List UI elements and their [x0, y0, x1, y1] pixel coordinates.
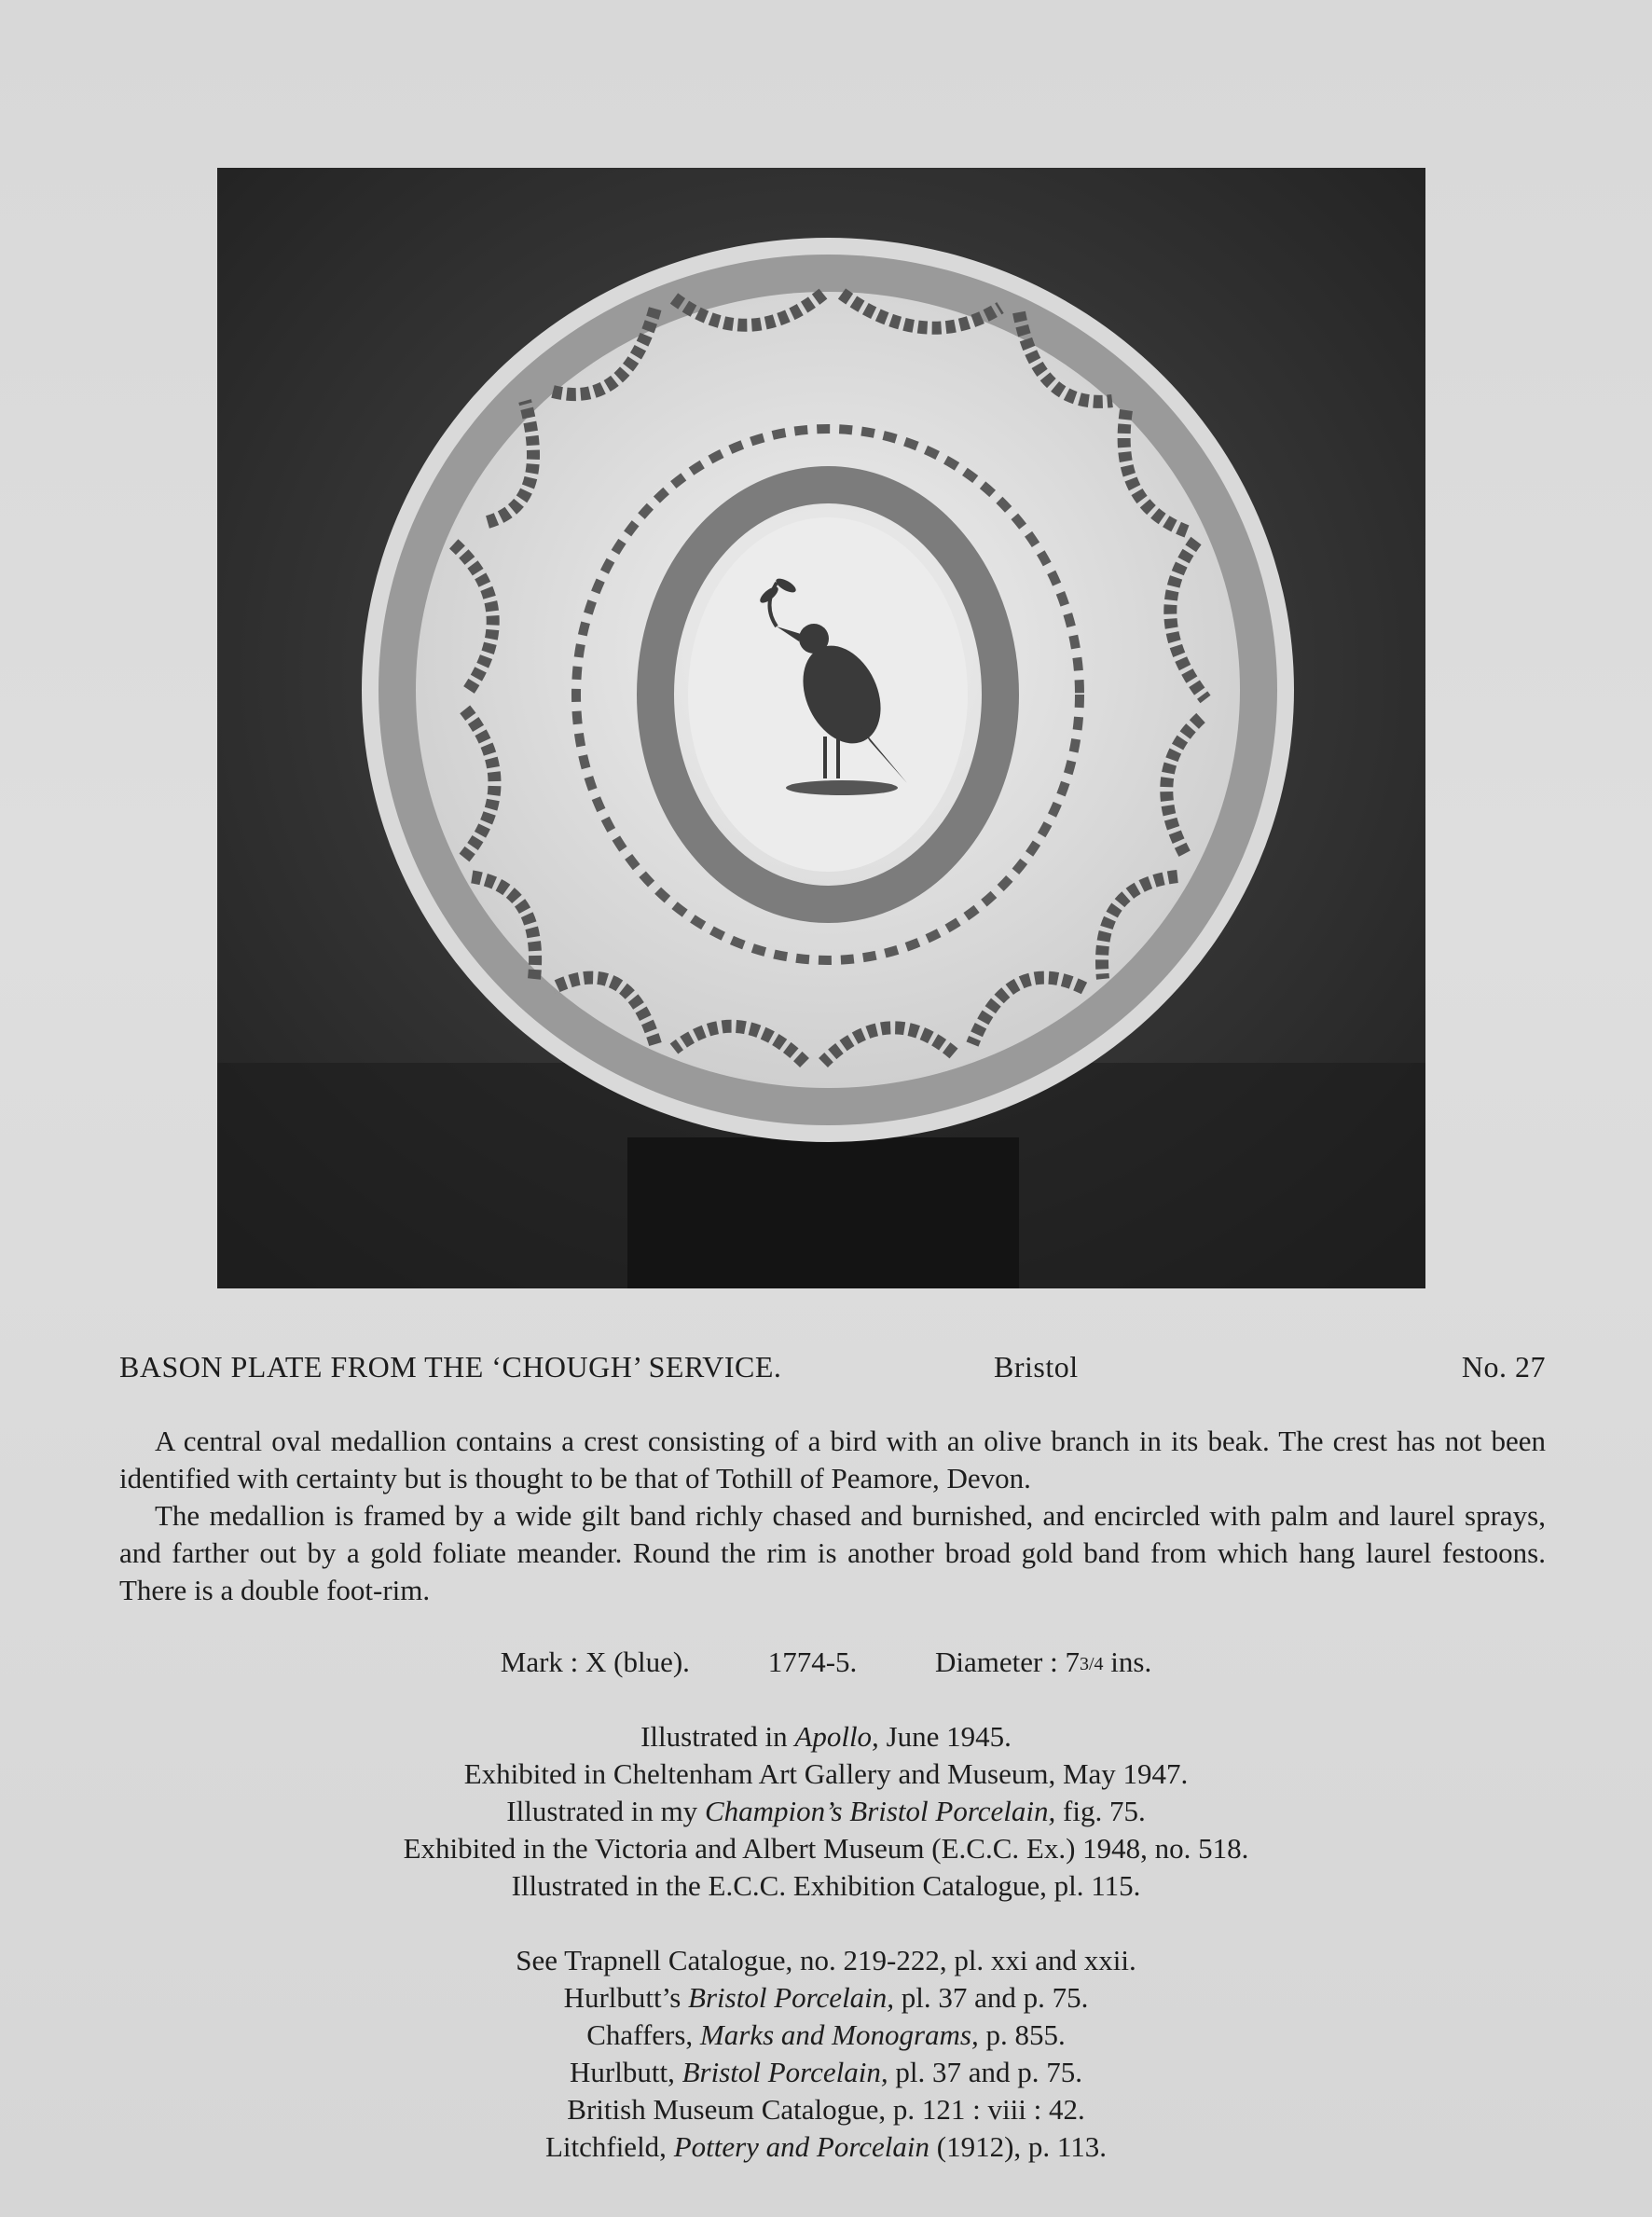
reference-text: British Museum Catalogue, p. 121 : viii : 42.: [567, 2093, 1085, 2126]
reference-text: Hurlbutt’s: [563, 1981, 689, 2014]
reference-line: [0, 1756, 1652, 1793]
mark-text: Mark : X (blue).: [500, 1646, 690, 1678]
reference-line: [0, 1830, 1652, 1867]
reference-text: Exhibited in Cheltenham Art Gallery and Museum, May 1947.: [463, 1757, 1189, 1790]
caption-title: BASON PLATE FROM THE ‘CHOUGH’ SERVICE.: [119, 1350, 782, 1384]
reference-title: Marks and Monograms,: [699, 2018, 979, 2051]
mark-line: [0, 1646, 1652, 1679]
references: [0, 1718, 1652, 2166]
caption-place: Bristol: [994, 1350, 1079, 1384]
reference-text: Hurlbutt,: [570, 2056, 682, 2088]
description: [119, 1423, 1546, 1609]
diameter-fraction: 3/4: [1079, 1654, 1104, 1674]
reference-suffix: (1912), p. 113.: [929, 2130, 1108, 2163]
reference-title: Champion’s Bristol Porcelain,: [704, 1795, 1056, 1827]
plate-photograph: [217, 168, 1425, 1288]
diameter-text: [935, 1646, 1151, 1678]
reference-text: Illustrated in my: [506, 1795, 705, 1827]
reference-line: [0, 2054, 1652, 2091]
reference-line: [0, 1867, 1652, 1905]
reference-text: Chaffers,: [586, 2018, 700, 2051]
reference-line: [0, 2017, 1652, 2054]
reference-line: [0, 1718, 1652, 1756]
caption-number: No. 27: [1461, 1350, 1546, 1384]
reference-suffix: June 1945.: [878, 1720, 1012, 1753]
reference-text: Litchfield,: [544, 2130, 674, 2163]
reference-title: Apollo,: [794, 1720, 879, 1753]
diameter-label: Diameter : 7: [935, 1646, 1080, 1678]
description-paragraph-1: A central oval medallion contains a crest consisting of a bird with an olive branch in its beak. The crest has not been identified with certainty but is thought to be that of Tothill of Peamore, Devon.: [119, 1425, 1546, 1494]
references-exhibits: [0, 1718, 1652, 1905]
reference-line: [0, 1942, 1652, 1979]
reference-text: Illustrated in: [640, 1720, 795, 1753]
reference-suffix: fig. 75.: [1055, 1795, 1146, 1827]
description-paragraph-2: The medallion is framed by a wide gilt band richly chased and burnished, and encircled with palm and laurel sprays, and farther out by a gold foliate meander. Round the rim is another broad gold band from which hang laurel festoons. There is a double foot-rim.: [119, 1499, 1546, 1606]
diameter-unit: ins.: [1103, 1646, 1152, 1678]
date-text: 1774-5.: [767, 1646, 858, 1678]
reference-title: Pottery and Porcelain: [673, 2130, 930, 2163]
reference-line: [0, 2091, 1652, 2128]
reference-title: Bristol Porcelain,: [688, 1981, 895, 2014]
reference-suffix: p. 855.: [978, 2018, 1066, 2051]
reference-suffix: pl. 37 and p. 75.: [888, 2056, 1082, 2088]
reference-line: [0, 1979, 1652, 2017]
reference-suffix: pl. 37 and p. 75.: [894, 1981, 1089, 2014]
reference-line: [0, 1793, 1652, 1830]
reference-text: Exhibited in the Victoria and Albert Museum (E.C.C. Ex.) 1948, no. 518.: [403, 1832, 1249, 1865]
references-literature: [0, 1942, 1652, 2166]
reference-title: Bristol Porcelain,: [681, 2056, 888, 2088]
reference-text: Illustrated in the E.C.C. Exhibition Catalogue, pl. 115.: [511, 1869, 1141, 1902]
caption-row: [119, 1350, 1546, 1397]
reference-line: [0, 2128, 1652, 2166]
reference-text: See Trapnell Catalogue, no. 219-222, pl. xxi and xxii.: [516, 1944, 1136, 1976]
